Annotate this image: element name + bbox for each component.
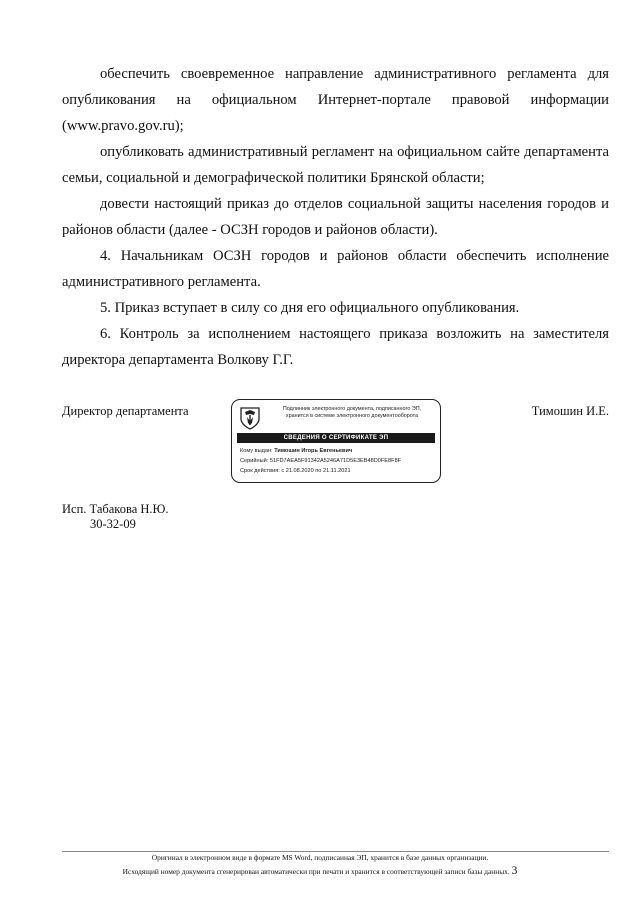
electronic-signature-stamp xyxy=(231,399,441,483)
stamp-issued-to xyxy=(240,447,352,455)
signatory-name: Тимошин И.Е. xyxy=(531,404,609,418)
footer-note-number-text: Исходящий номер документа сгенерирован автоматически при печати и хранится в соответствующей записи базы данных. xyxy=(122,867,510,876)
validity-label: Срок действия: xyxy=(240,468,280,474)
issued-to-value: Тимошин Игорь Евгеньевич xyxy=(274,448,353,454)
executor-name: Исп. Табакова Н.Ю. xyxy=(62,502,169,516)
paragraph-item-4: 4. Начальникам ОСЗН городов и районов области обеспечить исполнение административного регламента. xyxy=(62,248,609,290)
paragraph-publish-regulation: обеспечить своевременное направление административного регламента для опубликования на официальном Интернет-портале правовой информации (www.pravo.gov.ru); xyxy=(62,66,609,134)
stamp-caption xyxy=(267,406,437,420)
stamp-validity xyxy=(240,467,351,475)
coat-of-arms-icon xyxy=(239,406,261,430)
page-number: 3 xyxy=(511,865,518,877)
serial-label: Серийный: xyxy=(240,458,269,464)
executor-phone: 30-32-09 xyxy=(90,517,136,531)
stamp-caption-line1: Подлинник электронного документа, подписанного ЭП, xyxy=(282,406,422,412)
executor-info xyxy=(62,502,169,532)
serial-value: 51FD7AEA5F91342A5246A71D5E3EB48D0FE8F8F xyxy=(269,458,402,464)
paragraph-item-6: 6. Контроль за исполнением настоящего приказа возложить на заместителя директора департамента Волкову Г.Г. xyxy=(62,326,609,368)
document-body xyxy=(62,61,609,373)
footer-note-original: Оригинал в электронном виде в формате MS Word, подписанная ЭП, хранится в базе данных организации. xyxy=(151,853,489,862)
paragraph-item-5: 5. Приказ вступает в силу со дня его официального опубликования. xyxy=(100,300,520,316)
signatory-title: Директор департамента xyxy=(62,404,189,418)
footer-divider xyxy=(62,851,609,852)
paragraph-publish-site: опубликовать административный регламент на официальном сайте департамента семьи, социальной и демографической политики Брянской области; xyxy=(62,144,609,186)
paragraph-notify-departments: довести настоящий приказ до отделов социальной защиты населения городов и районов области (далее - ОСЗН городов и районов области). xyxy=(62,196,609,238)
stamp-header: СВЕДЕНИЯ О СЕРТИФИКАТЕ ЭП xyxy=(237,433,435,443)
stamp-caption-line2: хранится в системе электронного документооборота xyxy=(285,413,419,419)
issued-to-label: Кому выдан: xyxy=(240,448,273,454)
validity-value: с 21.08.2020 по 21.11.2021 xyxy=(281,468,351,474)
footer-note-number xyxy=(0,866,640,877)
stamp-serial xyxy=(240,457,401,465)
